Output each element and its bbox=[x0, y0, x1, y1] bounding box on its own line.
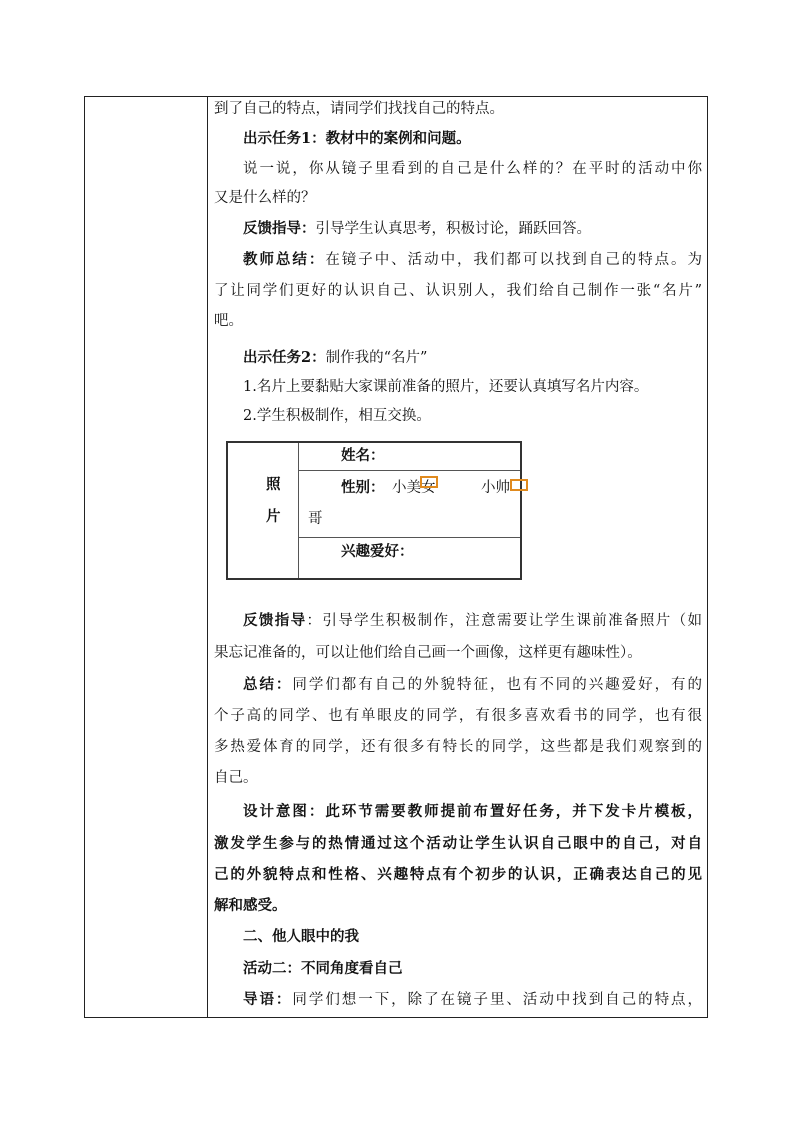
photo-label: 片 bbox=[266, 508, 281, 525]
text-line: 吧。 bbox=[214, 313, 243, 329]
checkbox-icon[interactable] bbox=[420, 476, 438, 488]
summary-line: 教师总结：在镜子中、活动中，我们都可以找到自己的特点。为 bbox=[243, 251, 703, 268]
section-heading: 二、他人眼中的我 bbox=[243, 928, 359, 945]
activity-heading: 活动二：不同角度看自己 bbox=[243, 960, 403, 977]
card-divider bbox=[298, 470, 520, 471]
text-line: 己的外貌特点和性格、兴趣特点有个初步的认识，正确表达自己的见 bbox=[214, 866, 702, 883]
task1-heading: 出示任务1：教材中的案例和问题。 bbox=[243, 130, 471, 147]
intro-line: 导语：同学们想一下，除了在镜子里、活动中找到自己的特点， bbox=[243, 991, 702, 1008]
text-line: 激发学生参与的热情通过这个活动让学生认识自己眼中的自己，对自 bbox=[214, 835, 702, 852]
gender-option-girl: 小美女 bbox=[392, 480, 436, 496]
text-line: 个子高的同学、也有单眼皮的同学，有很多喜欢看书的同学，也有很 bbox=[214, 708, 702, 724]
feedback-line: 反馈指导：引导学生积极制作，注意需要让学生课前准备照片（如 bbox=[243, 612, 702, 629]
column-divider bbox=[207, 97, 208, 1017]
text-line: 又是什么样的？ bbox=[214, 190, 316, 206]
checkbox-icon[interactable] bbox=[510, 479, 528, 491]
hobby-label: 兴趣爱好： bbox=[341, 543, 414, 560]
name-label: 姓名： bbox=[341, 447, 385, 464]
text-line: 自己。 bbox=[214, 770, 258, 786]
text-line: 多热爱体育的同学，还有很多有特长的同学，这些都是我们观察到的 bbox=[214, 739, 702, 755]
card-divider bbox=[298, 443, 299, 578]
step-line: 1.名片上要黏贴大家课前准备的照片，还要认真填写名片内容。 bbox=[243, 379, 649, 395]
summary-line: 总结：同学们都有自己的外貌特征，也有不同的兴趣爱好，有的 bbox=[243, 676, 702, 693]
gender-option-boy: 小帅 bbox=[481, 480, 510, 496]
step-line: 2.学生积极制作，相互交换。 bbox=[243, 408, 431, 424]
text-line: 解和感受。 bbox=[214, 897, 287, 914]
feedback-line: 反馈指导：引导学生认真思考，积极讨论，踊跃回答。 bbox=[243, 220, 591, 237]
text-line: 到了自己的特点，请同学们找找自己的特点。 bbox=[214, 101, 504, 117]
name-card-template bbox=[226, 441, 522, 580]
text-line: 说一说，你从镜子里看到的自己是什么样的？在平时的活动中你 bbox=[243, 161, 702, 177]
photo-label: 照 bbox=[266, 476, 281, 493]
gender-label: 性别： bbox=[341, 479, 385, 496]
gender-option-boy-cont: 哥 bbox=[308, 511, 323, 527]
card-divider bbox=[298, 537, 520, 538]
design-intent-line: 设计意图：此环节需要教师提前布置好任务，并下发卡片模板， bbox=[243, 803, 703, 820]
text-line: 果忘记准备的，可以让他们给自己画一个画像，这样更有趣味性）。 bbox=[214, 645, 642, 661]
text-line: 了让同学们更好的认识自己、认识别人，我们给自己制作一张“名片” bbox=[214, 283, 702, 299]
task2-heading: 出示任务2：制作我的“名片” bbox=[243, 349, 428, 366]
